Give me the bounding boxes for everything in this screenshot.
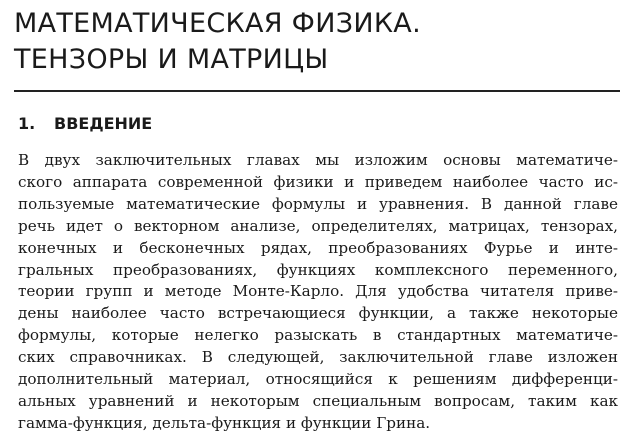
section-number: 1. [18, 114, 36, 133]
paragraph-line: гральных преобразованиях, функциях комплексного переменного, [18, 260, 618, 279]
paragraph-line: дены наиболее часто встречающиеся функции, а также некоторые [18, 304, 618, 323]
paragraph-line: В двух заключительных главах мы изложим основы математиче- [18, 151, 618, 169]
paragraph-line: ских справочниках. В следующей, заключительной главе изложен [18, 348, 618, 367]
chapter-title [14, 6, 421, 78]
paragraph-line: пользуемые математические формулы и уравнения. В данной главе [18, 194, 618, 213]
body-paragraph [18, 150, 618, 435]
paragraph-line: альных уравнений и некоторым специальным вопросам, таким как [18, 391, 618, 410]
paragraph-line: речь идет о векторном анализе, определителях, матрицах, тензорах, [18, 216, 618, 235]
paragraph-line: ского аппарата современной физики и приведем наиболее часто ис- [18, 172, 618, 191]
chapter-title-line-1: МАТЕМАТИЧЕСКАЯ ФИЗИКА. [14, 8, 421, 39]
paragraph-line: гамма-функция, дельта-функция и функции Грина. [18, 413, 431, 432]
paragraph-line: теории групп и методе Монте-Карло. Для удобства читателя приве- [18, 282, 618, 301]
section-title: ВВЕДЕНИЕ [54, 114, 153, 133]
paragraph-line: дополнительный материал, относящийся к решениям дифференци- [18, 370, 618, 389]
chapter-title-line-2: ТЕНЗОРЫ И МАТРИЦЫ [14, 44, 329, 75]
paragraph-line: формулы, которые нелегко разыскать в стандартных математиче- [18, 326, 618, 345]
section-heading [18, 113, 152, 135]
title-divider [14, 90, 620, 92]
paragraph-line: конечных и бесконечных рядах, преобразованиях Фурье и инте- [18, 238, 618, 257]
